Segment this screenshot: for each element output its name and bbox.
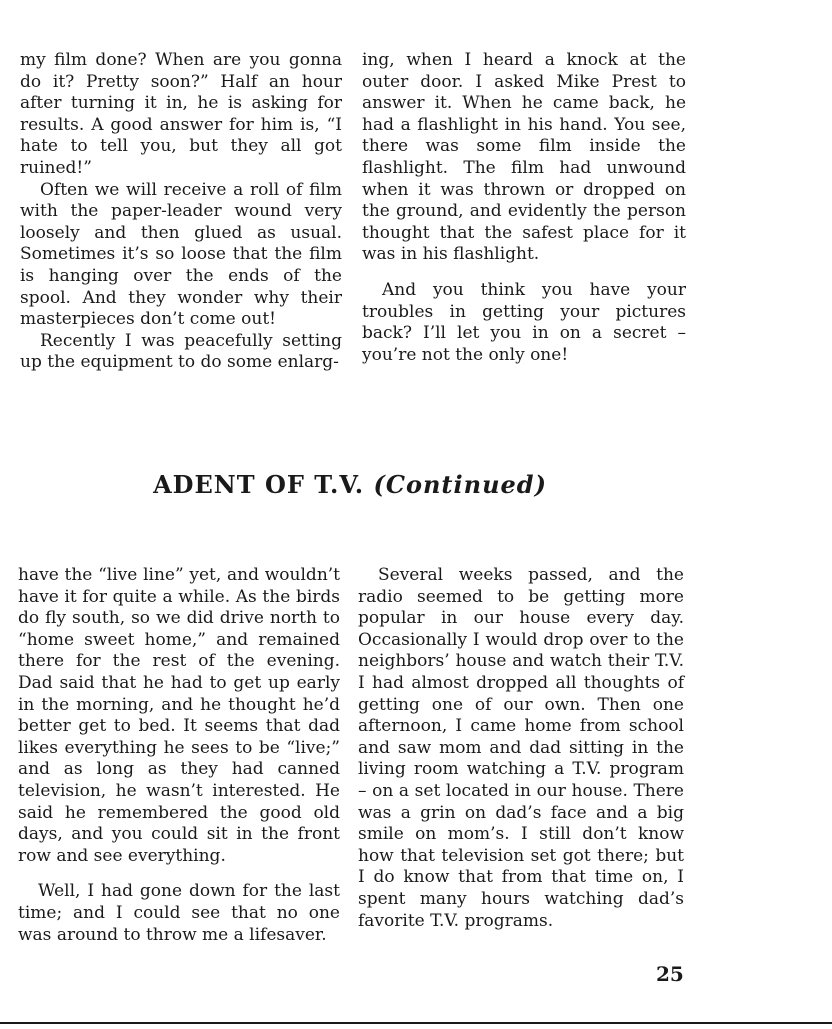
page-number: 25: [656, 962, 684, 986]
paragraph: Often we will receive a roll of film with the paper-leader wound very loosely and then glued as usual. Sometimes it’s so loose that the film is hanging over the ends of the spool. And they wonder why their masterpieces don’t come out!: [20, 179, 342, 330]
paragraph: my film done? When are you gonna do it? Pretty soon?” Half an hour after turning it in, he is asking for results. A good answer for him is, “I hate to tell you, but they all got ruined!”: [20, 50, 342, 178]
paragraph: have the “live line” yet, and wouldn’t have it for quite a while. As the birds do fly south, so we did drive north to “home sweet home,” and remained there for the rest of the evening. Dad said that he had to get up early in the morning, and he thought he’d better get to bed. It seems that dad likes everything he sees to be “live;” and as long as they had canned television, he wasn’t interested. He said he remembered the good old days, and you could sit in the front row and see everything.: [18, 565, 340, 866]
bottom-right-column: [358, 565, 684, 932]
paragraph: And you think you have your troubles in getting your pictures back? I’ll let you in on a secret – you’re not the only one!: [362, 279, 686, 365]
paragraph: ing, when I heard a knock at the outer door. I asked Mike Prest to answer it. When he came back, he had a flashlight in his hand. You see, there was some film inside the flashlight. The film had unwound when it was thrown or dropped on the ground, and evidently the person thought that the safest place for it was in his flashlight.: [362, 50, 686, 265]
paragraph: Recently I was peacefully setting up the equipment to do some enlarg-: [20, 330, 342, 373]
top-left-column: [20, 50, 342, 374]
bottom-left-column: [18, 565, 340, 946]
article-heading: [0, 470, 700, 499]
paragraph: Several weeks passed, and the radio seemed to be getting more popular in our house every day. Occasionally I would drop over to the neighbors’ house and watch their T.V. I had almost dropped all thoughts of getting one of our own. Then one afternoon, I came home from school and saw mom and dad sitting in the living room watching a T.V. program – on a set located in our house. There was a grin on dad’s face and a big smile on mom’s. I still don’t know how that television set got there; but I do know that from that time on, I spent many hours watching dad’s favorite T.V. programs.: [358, 565, 684, 931]
paragraph: Well, I had gone down for the last time; and I could see that no one was around to throw me a lifesaver.: [18, 881, 340, 945]
article-title: ADENT OF T.V.: [153, 470, 365, 499]
bottom-rule: [0, 1022, 832, 1024]
top-right-column: [362, 50, 686, 366]
continued-label: (Continued): [373, 470, 547, 499]
